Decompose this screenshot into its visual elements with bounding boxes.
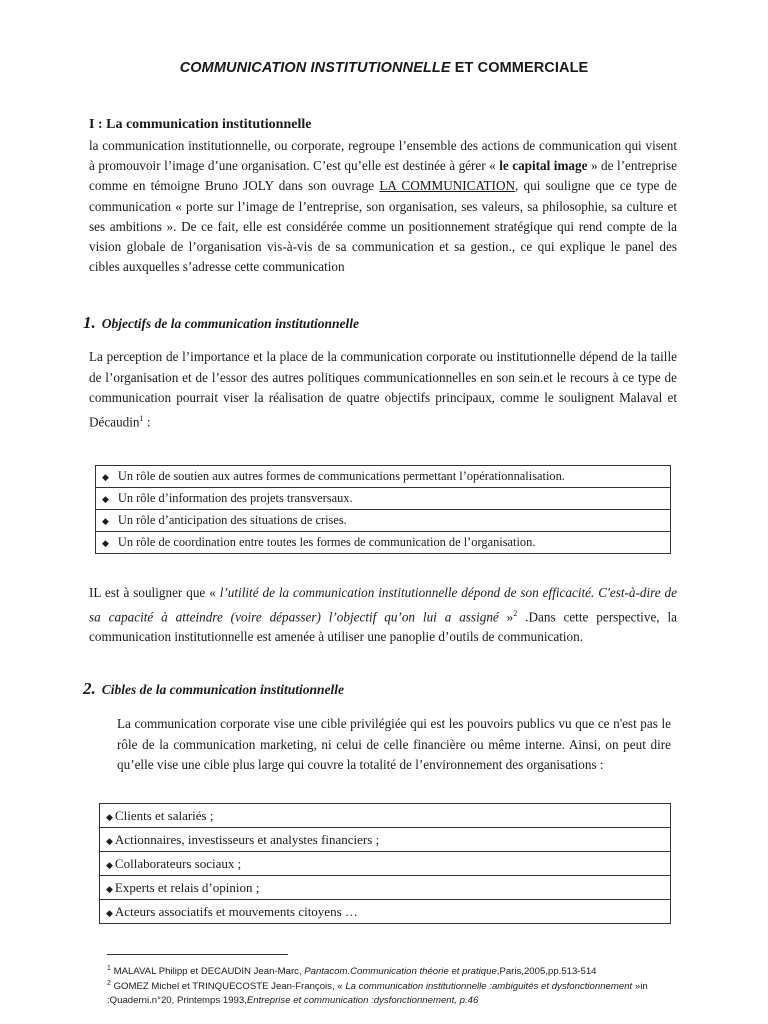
quote-start: IL est à souligner que «	[89, 585, 220, 600]
document-title	[0, 60, 768, 76]
cibles-row	[100, 900, 671, 924]
footnote-2	[107, 977, 667, 1007]
cible-item: Clients et salariés ;	[114, 807, 214, 823]
objectifs-row	[96, 466, 671, 488]
cible-item: Acteurs associatifs et mouvements citoyens …	[114, 903, 358, 919]
intro-text-1: la communication institutionnelle, ou corporate, regroupe l’ensemble des actions de communication qui visent à promouvoir l’image d’une organisation. C’est qu’elle est destinée à gérer «	[89, 138, 677, 174]
footnote-ref-2: 2	[513, 608, 518, 618]
cibles-row	[100, 852, 671, 876]
cibles-paragraph: La communication corporate vise une cible privilégiée qui est les pouvoirs publics vu que ce n'est pas le rôle de la communication marketing, ni celui de celle financière ou même interne. Ainsi, on peut dire qu’elle vise une cible plus large qui couvre la totalité de l’environnement des organisations :	[117, 716, 671, 772]
footnote-1-pub: ,Paris,2005,pp.513-514	[496, 966, 597, 978]
cibles-number: 2.	[83, 679, 96, 698]
cibles-heading	[83, 679, 344, 699]
intro-bold-text: le capital image	[499, 158, 588, 174]
footnote-2-article-title: La communication institutionnelle :ambiguités et dysfonctionnement	[345, 981, 633, 993]
objectif-item: Un rôle d’anticipation des situations de crises.	[117, 513, 347, 527]
objectifs-number: 1.	[83, 313, 96, 332]
cibles-row	[100, 804, 671, 828]
objectifs-row	[96, 510, 671, 532]
footnote-2-source: »in :Quaderni.n°20, Printemps 1993,	[107, 981, 648, 1006]
objectif-item: Un rôle de coordination entre toutes les formes de communication de l’organisation.	[117, 535, 536, 549]
cible-item: Actionnaires, investisseurs et analystes financiers ;	[114, 831, 380, 847]
intro-text-3: , qui souligne que ce type de communication « porte sur l’image de l’entreprise, son organisation, ses valeurs, sa philosophie, sa culture et ses ambitions ». De ce fait, elle est considérée comme un positionnement stratégique qui rend compte de la vision globale de l’organisation vis-à-vis de sa communication et sa gestion., ce qui explique le panel des cibles auxquelles s’adresse cette communication	[89, 178, 677, 275]
objectifs-heading	[83, 313, 359, 333]
cibles-row	[100, 876, 671, 900]
diamond-bullet-icon: ◆	[106, 907, 113, 918]
quote-close: »	[498, 608, 514, 624]
diamond-bullet-icon: ◆	[102, 538, 109, 548]
footnote-separator	[107, 954, 288, 955]
title-italic-part: COMMUNICATION INSTITUTIONNELLE	[179, 60, 451, 76]
objectifs-table	[95, 465, 671, 554]
diamond-bullet-icon: ◆	[102, 516, 109, 526]
objectifs-paragraph-text: La perception de l’importance et la place de la communication corporate ou institutionnelle dépend de la taille de l’organisation et de l’essor des autres politiques communicationnelles en son sein.et le recours à ce type de communication pourrait viser la réalisation de quatre objectifs principaux, comme le soulignent Malaval et Décaudin	[89, 349, 677, 429]
objectif-item: Un rôle d’information des projets transversaux.	[117, 491, 353, 505]
objectifs-row	[96, 532, 671, 554]
objectifs-paragraph-end: :	[143, 413, 151, 429]
section-heading-1: I : La communication institutionnelle	[89, 117, 312, 132]
quote-text: l’utilité de la communication institutionnelle dépond de son efficacité. C'est-à-dire de sa capacité à atteindre (voire dépasser) l’objectif qu’on lui a assigné	[89, 585, 677, 624]
footnote-2-mark: 2	[107, 980, 111, 987]
footnote-2-issue-title: Entreprise et communication :dysfonctionnement, p.46	[246, 994, 479, 1006]
intro-underlined-text: LA COMMUNICATION	[379, 178, 515, 194]
intro-text-2: » de l’entreprise comme en témoigne Bruno JOLY dans son ouvrage	[89, 158, 677, 194]
title-normal-part: ET COMMERCIALE	[450, 60, 589, 76]
footnote-1-book-title: Pantacom.Communication théorie et pratique	[304, 966, 497, 978]
quote-end: .Dans cette perspective, la communication institutionnelle est amenée à utiliser une panoplie d’outils de communication.	[89, 608, 678, 645]
objectifs-heading-text: Objectifs de la communication institutionnelle	[101, 316, 360, 331]
cibles-table	[99, 803, 671, 924]
diamond-bullet-icon: ◆	[106, 811, 113, 822]
cible-item: Experts et relais d’opinion ;	[114, 879, 260, 895]
diamond-bullet-icon: ◆	[102, 472, 109, 482]
cibles-heading-text: Cibles de la communication institutionnelle	[101, 682, 345, 697]
diamond-bullet-icon: ◆	[102, 494, 109, 504]
quote-paragraph	[89, 583, 677, 648]
objectif-item: Un rôle de soutien aux autres formes de communications permettant l’opérationnalisation.	[117, 469, 565, 483]
intro-paragraph	[89, 136, 677, 277]
diamond-bullet-icon: ◆	[106, 859, 113, 870]
footnote-1-authors: MALAVAL Philipp et DECAUDIN Jean-Marc,	[110, 966, 305, 978]
cibles-row	[100, 828, 671, 852]
objectifs-paragraph	[89, 347, 677, 432]
diamond-bullet-icon: ◆	[106, 835, 113, 846]
footnote-1-mark: 1	[107, 965, 111, 972]
cible-item: Collaborateurs sociaux ;	[114, 855, 242, 871]
objectifs-row	[96, 488, 671, 510]
diamond-bullet-icon: ◆	[106, 883, 113, 894]
footnote-ref-1: 1	[139, 413, 144, 423]
footnote-2-authors: GOMEZ Michel et TRINQUECOSTE Jean-François, «	[110, 981, 346, 993]
